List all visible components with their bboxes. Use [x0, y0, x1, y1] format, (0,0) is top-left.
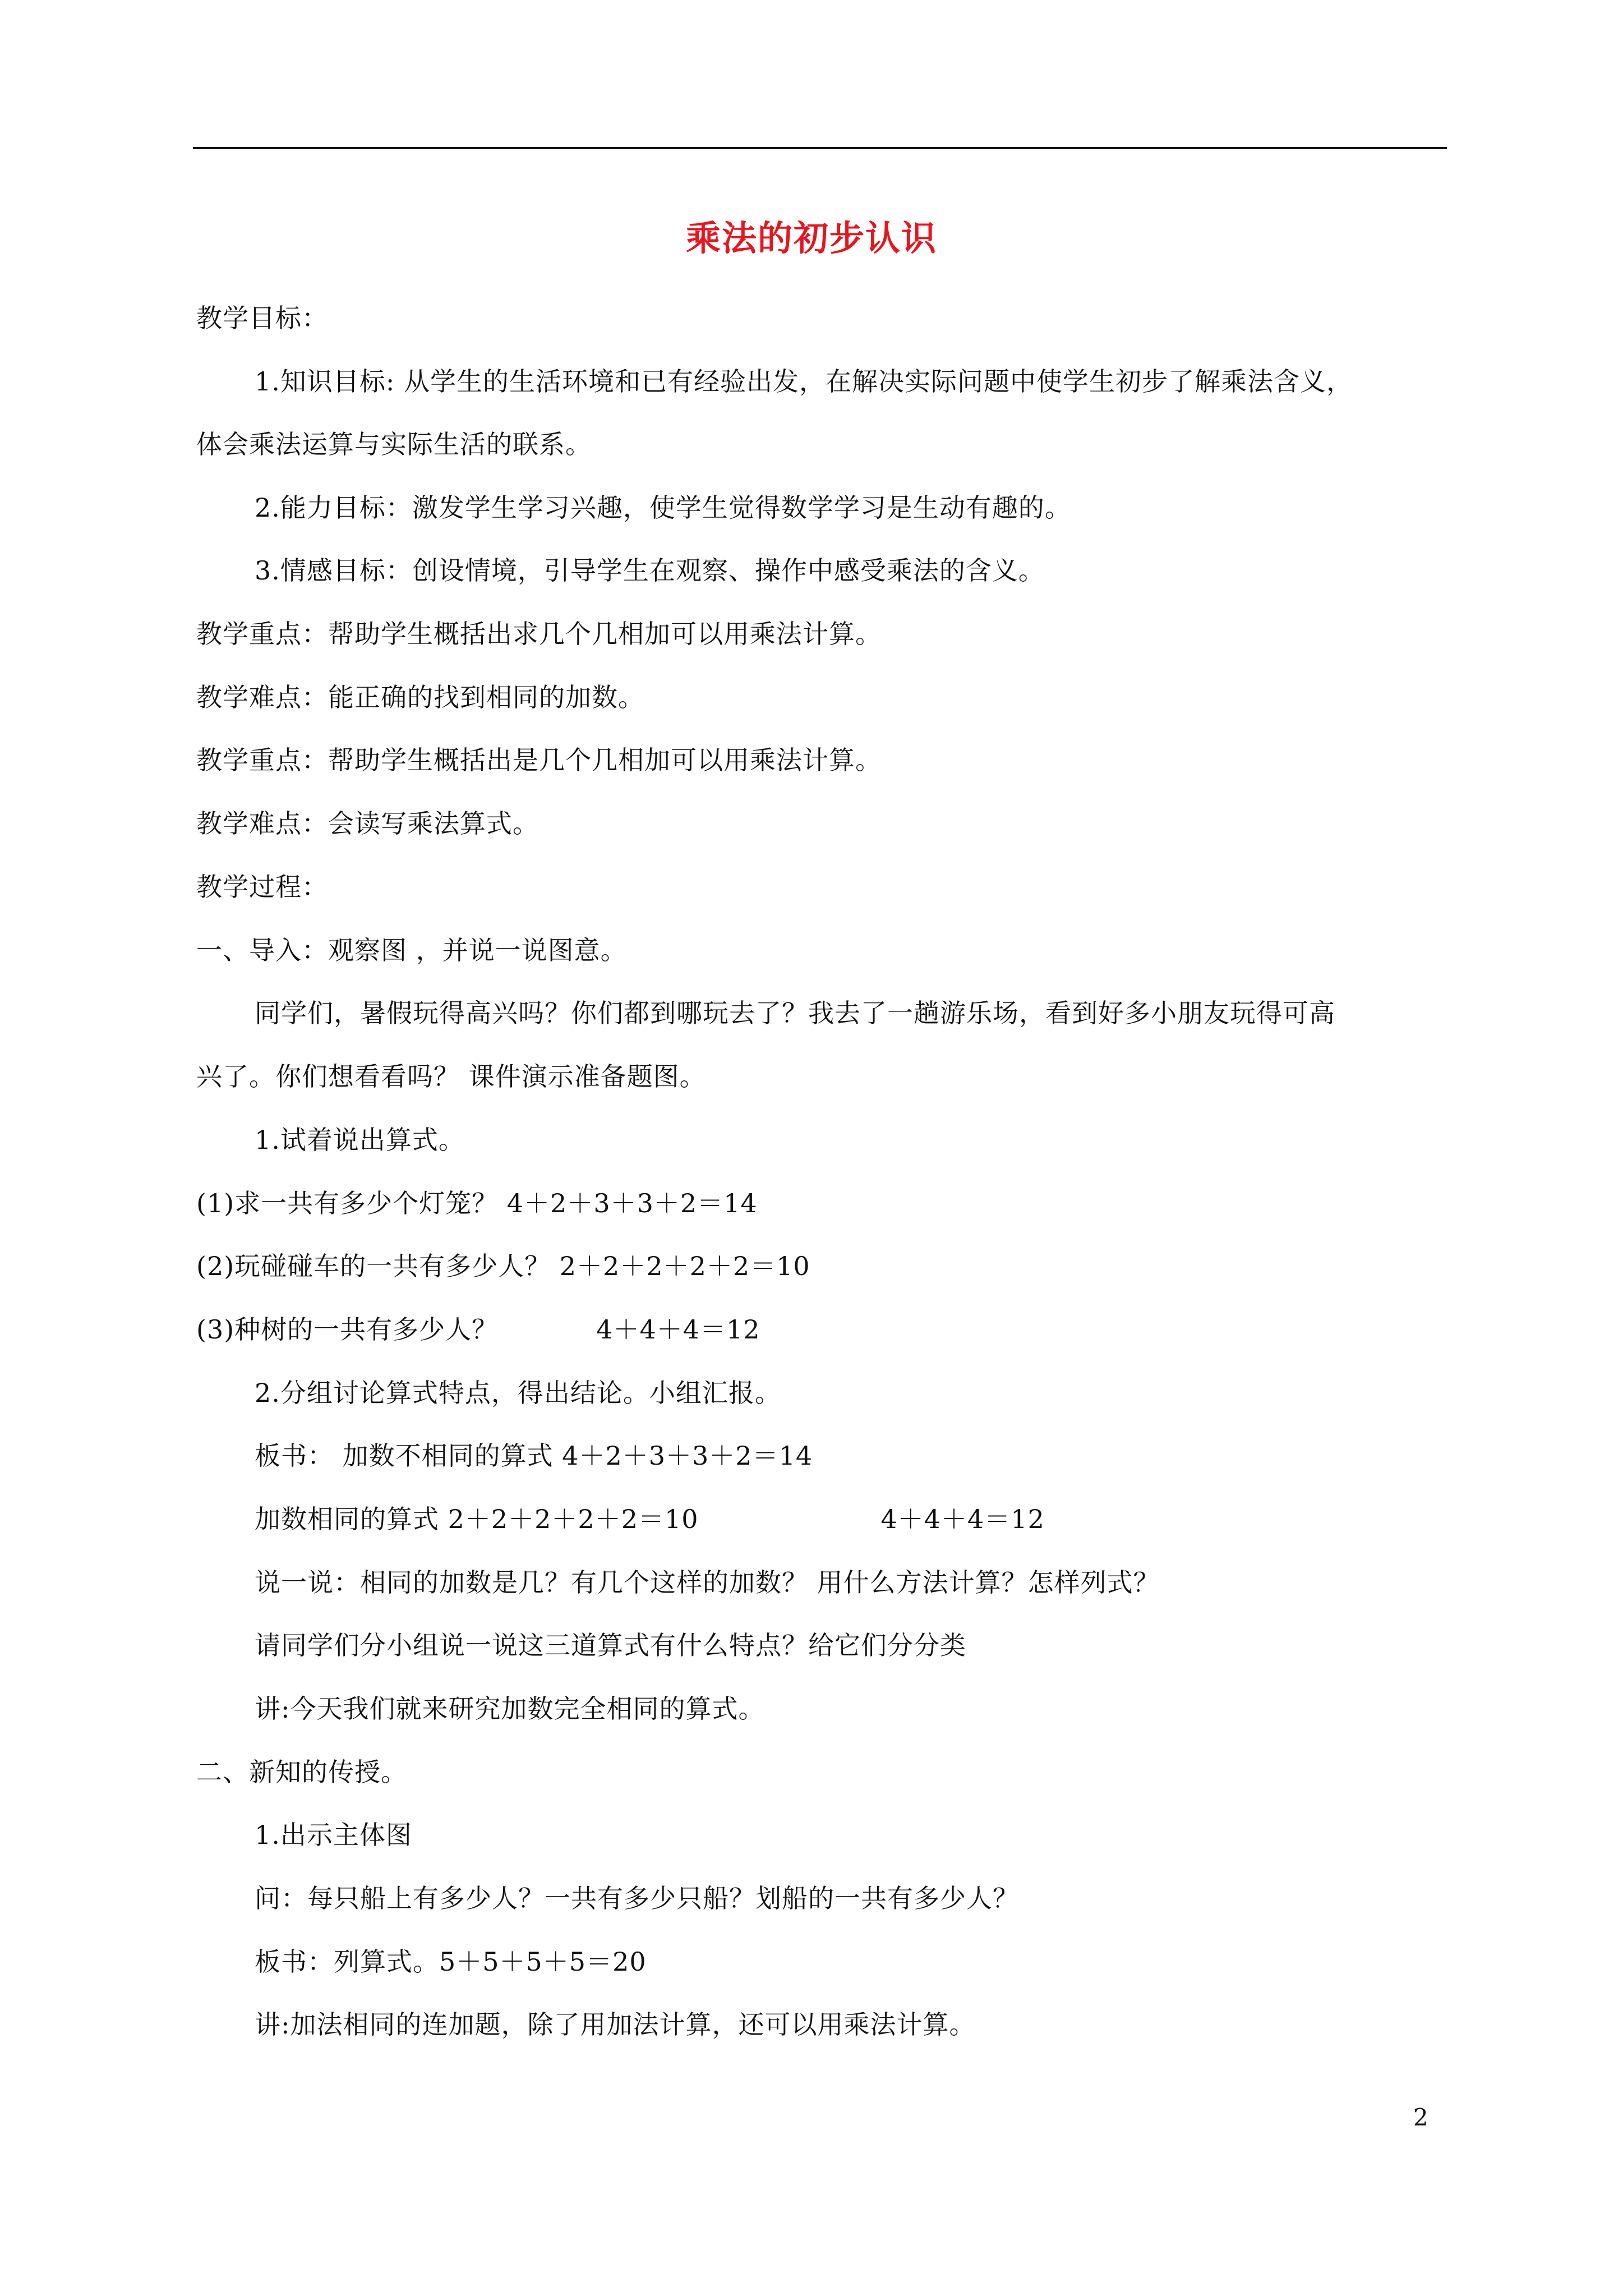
- explanation-2: 讲:加法相同的连加题，除了用加法计算，还可以用乘法计算。: [255, 2009, 976, 2040]
- question-3-formula: 4＋4＋4＝12: [596, 1314, 760, 1345]
- section-2-heading: 二、新知的传授。: [196, 1757, 407, 1787]
- header-rule: [193, 147, 1447, 149]
- question-3: [196, 1310, 760, 1349]
- intro-line-2: 兴了。你们想看看吗？ 课件演示准备题图。: [196, 1061, 706, 1092]
- question-1: (1)求一共有多少个灯笼？ 4＋2＋3＋3＋2＝14: [196, 1188, 758, 1218]
- group-discussion-prompt: 请同学们分小组说一说这三道算式有什么特点？给它们分分类: [255, 1630, 966, 1660]
- board-writing-2: [255, 1499, 1045, 1539]
- boat-question: 问：每只船上有多少人？一共有多少只船？划船的一共有多少人？: [255, 1883, 1019, 1913]
- board-writing-2-right: 4＋4＋4＝12: [880, 1504, 1045, 1534]
- section-1-heading: 一、导入：观察图 ，并说一说图意。: [196, 935, 627, 965]
- question-2: (2)玩碰碰车的一共有多少人？ 2＋2＋2＋2＋2＝10: [196, 1251, 810, 1281]
- objectives-heading: 教学目标：: [196, 303, 328, 333]
- board-writing-3: 板书：列算式。5＋5＋5＋5＝20: [255, 1947, 647, 1977]
- objective-1-line-1: 1.知识目标: 从学生的生活环境和已有经验出发，在解决实际问题中使学生初步了解乘法含义，: [255, 366, 1353, 397]
- teaching-difficulty-2: 教学难点：会读写乘法算式。: [196, 808, 539, 839]
- step-2: 2.分组讨论算式特点，得出结论。小组汇报。: [255, 1378, 781, 1408]
- objective-3: 3.情感目标：创设情境，引导学生在观察、操作中感受乘法的含义。: [255, 555, 1045, 586]
- intro-line-1: 同学们，暑假玩得高兴吗？你们都到哪玩去了？我去了一趟游乐场，看到好多小朋友玩得可高: [255, 998, 1335, 1028]
- page-number: 2: [1413, 2104, 1428, 2131]
- objective-1-line-2: 体会乘法运算与实际生活的联系。: [196, 429, 592, 459]
- teaching-focus-2: 教学重点：帮助学生概括出是几个几相加可以用乘法计算。: [196, 745, 882, 775]
- process-heading: 教学过程：: [196, 872, 328, 902]
- teaching-focus-1: 教学重点：帮助学生概括出求几个几相加可以用乘法计算。: [196, 619, 882, 649]
- document-title: 乘法的初步认识: [685, 218, 937, 259]
- board-writing-1: 板书： 加数不相同的算式 4＋2＋3＋3＋2＝14: [255, 1441, 813, 1471]
- objective-2: 2.能力目标：激发学生学习兴趣，使学生觉得数学学习是生动有趣的。: [255, 493, 1071, 523]
- explanation-1: 讲:今天我们就来研究加数完全相同的算式。: [255, 1694, 765, 1724]
- say-prompt: 说一说：相同的加数是几？有几个这样的加数？ 用什么方法计算？怎样列式？: [255, 1567, 1160, 1598]
- board-writing-2-left: 加数相同的算式 2＋2＋2＋2＋2＝10: [255, 1504, 699, 1534]
- question-3-text: (3)种树的一共有多少人？: [196, 1314, 499, 1345]
- step-1: 1.试着说出算式。: [255, 1125, 465, 1155]
- teaching-difficulty-1: 教学难点：能正确的找到相同的加数。: [196, 682, 644, 712]
- show-main-picture: 1.出示主体图: [255, 1820, 412, 1850]
